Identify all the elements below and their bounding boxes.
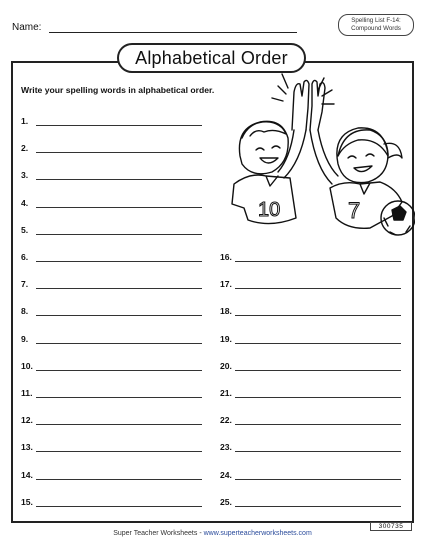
item-number: 1. xyxy=(21,116,29,126)
answer-line-17[interactable] xyxy=(220,279,401,291)
instructions: Write your spelling words in alphabetical order. xyxy=(21,85,215,95)
footer-url[interactable]: www.superteacherworksheets.com xyxy=(203,530,312,537)
spelling-list-topic: Compound Words xyxy=(351,25,401,32)
item-number: 4. xyxy=(21,197,29,208)
answer-line-6[interactable] xyxy=(21,252,202,264)
writing-line[interactable] xyxy=(36,424,202,425)
answer-line-13[interactable] xyxy=(21,442,202,454)
item-number: 21. xyxy=(220,388,232,398)
item-number: 24. xyxy=(220,469,232,480)
writing-line[interactable] xyxy=(36,451,202,452)
writing-line[interactable] xyxy=(36,234,202,235)
answer-line-12[interactable] xyxy=(21,415,202,427)
high-five-kids-illustration xyxy=(220,68,415,238)
writing-line[interactable] xyxy=(36,207,202,208)
writing-line[interactable] xyxy=(235,479,401,480)
footer-separator: - xyxy=(197,530,204,537)
answer-line-3[interactable] xyxy=(21,170,202,182)
answer-line-10[interactable] xyxy=(21,361,202,373)
name-row xyxy=(12,22,302,36)
answer-line-14[interactable] xyxy=(21,470,202,482)
item-number: 19. xyxy=(220,333,232,344)
footer xyxy=(0,530,425,537)
item-number: 12. xyxy=(21,415,33,426)
item-number: 18. xyxy=(220,306,232,317)
writing-line[interactable] xyxy=(36,152,202,153)
answer-line-23[interactable] xyxy=(220,442,401,454)
item-number: 20. xyxy=(220,360,232,371)
jersey-number-right: 7 xyxy=(348,198,361,223)
spelling-list-badge xyxy=(338,14,414,36)
name-label: Name: xyxy=(12,22,42,33)
answer-line-8[interactable] xyxy=(21,306,202,318)
answer-line-19[interactable] xyxy=(220,334,401,346)
item-number: 8. xyxy=(21,306,29,317)
item-number: 23. xyxy=(220,442,232,453)
item-number: 6. xyxy=(21,252,29,262)
writing-line[interactable] xyxy=(36,288,202,289)
answer-line-18[interactable] xyxy=(220,306,401,318)
writing-line[interactable] xyxy=(36,343,202,344)
writing-line[interactable] xyxy=(36,315,202,316)
item-number: 15. xyxy=(21,496,33,507)
item-number: 5. xyxy=(21,224,29,235)
item-number: 13. xyxy=(21,442,33,453)
answer-line-15[interactable] xyxy=(21,497,202,509)
writing-line[interactable] xyxy=(36,370,202,371)
writing-line[interactable] xyxy=(36,397,202,398)
answer-line-16[interactable] xyxy=(220,252,401,264)
writing-line[interactable] xyxy=(235,370,401,371)
answer-line-1[interactable] xyxy=(21,116,202,128)
answer-line-7[interactable] xyxy=(21,279,202,291)
answer-line-24[interactable] xyxy=(220,470,401,482)
writing-line[interactable] xyxy=(36,125,202,126)
writing-line[interactable] xyxy=(36,506,202,507)
item-number: 9. xyxy=(21,333,29,344)
writing-line[interactable] xyxy=(235,343,401,344)
item-number: 3. xyxy=(21,170,29,181)
answer-line-4[interactable] xyxy=(21,198,202,210)
answer-line-9[interactable] xyxy=(21,334,202,346)
item-number: 2. xyxy=(21,143,29,154)
item-number: 7. xyxy=(21,279,29,290)
writing-line[interactable] xyxy=(235,451,401,452)
writing-line[interactable] xyxy=(235,288,401,289)
answer-line-2[interactable] xyxy=(21,143,202,155)
writing-line[interactable] xyxy=(36,179,202,180)
writing-line[interactable] xyxy=(36,479,202,480)
writing-line[interactable] xyxy=(235,506,401,507)
item-number: 16. xyxy=(220,252,232,262)
answer-line-11[interactable] xyxy=(21,388,202,400)
answer-line-21[interactable] xyxy=(220,388,401,400)
item-number: 22. xyxy=(220,415,232,426)
spelling-list-number: Spelling List F-14: xyxy=(351,17,401,24)
answer-line-20[interactable] xyxy=(220,361,401,373)
item-number: 11. xyxy=(21,388,33,398)
writing-line[interactable] xyxy=(36,261,202,262)
item-number: 25. xyxy=(220,496,232,507)
item-number: 10. xyxy=(21,360,33,371)
answer-line-5[interactable] xyxy=(21,225,202,237)
item-number: 17. xyxy=(220,279,232,290)
worksheet-code: 300735 xyxy=(370,522,412,531)
item-number: 14. xyxy=(21,469,33,480)
writing-line[interactable] xyxy=(235,261,401,262)
writing-line[interactable] xyxy=(235,315,401,316)
answer-line-25[interactable] xyxy=(220,497,401,509)
jersey-number-left: 10 xyxy=(258,199,281,221)
page-title: Alphabetical Order xyxy=(117,43,306,73)
answer-line-22[interactable] xyxy=(220,415,401,427)
footer-brand: Super Teacher Worksheets xyxy=(113,530,198,537)
writing-line[interactable] xyxy=(235,424,401,425)
writing-line[interactable] xyxy=(235,397,401,398)
name-line[interactable] xyxy=(49,32,297,33)
